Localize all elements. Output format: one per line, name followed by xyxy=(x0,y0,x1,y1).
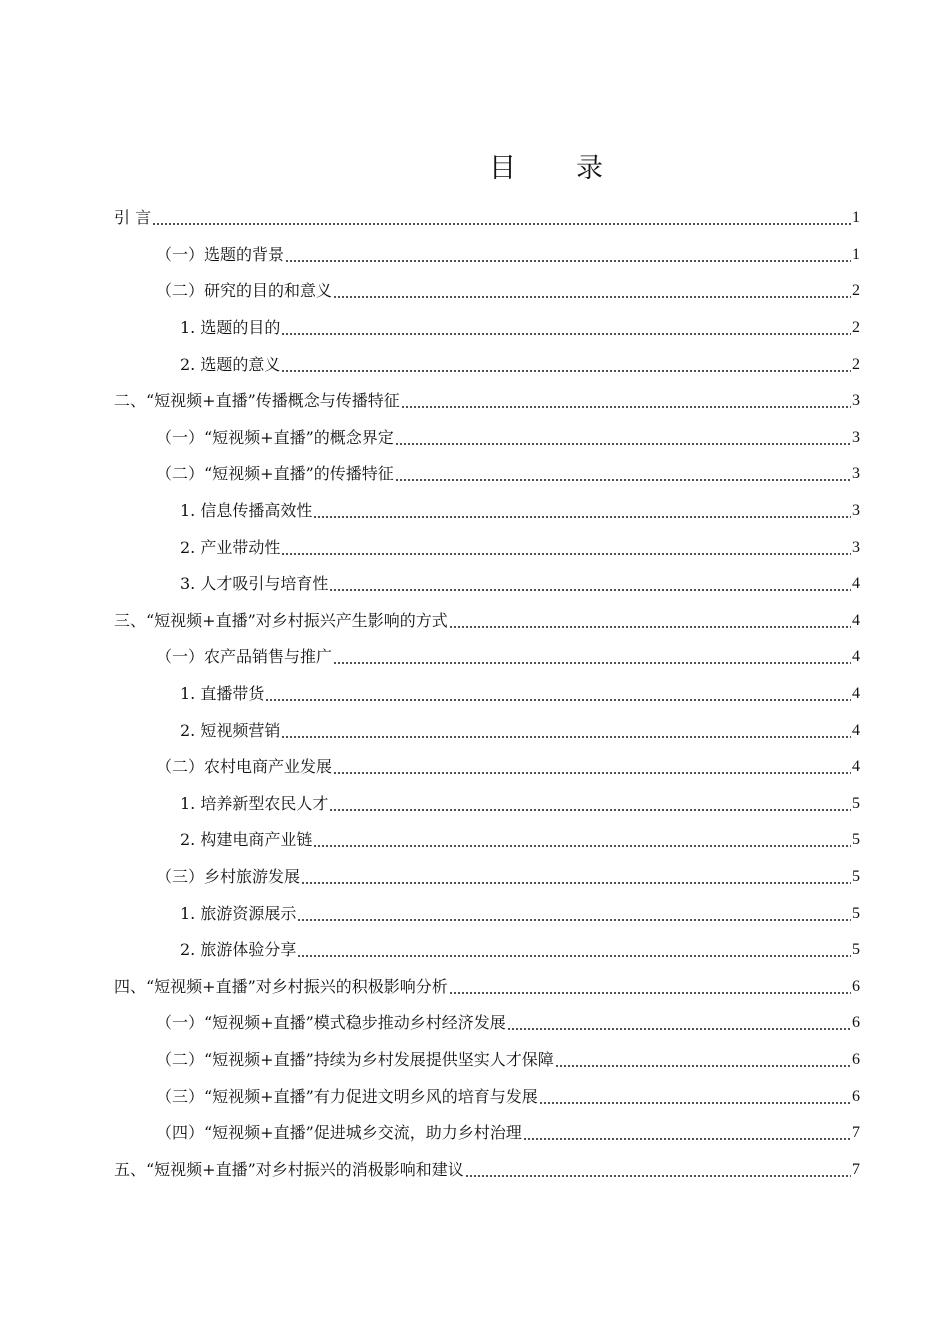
toc-page-number: 4 xyxy=(852,611,860,629)
toc-entry[interactable] xyxy=(114,968,860,1005)
toc-entry[interactable] xyxy=(114,749,860,786)
toc-entry-label: 2. 短视频营销 xyxy=(180,720,281,740)
toc-dot-leader xyxy=(555,1050,851,1070)
toc-entry[interactable] xyxy=(114,712,860,749)
toc-entry[interactable] xyxy=(114,383,860,420)
toc-entry[interactable] xyxy=(114,566,860,603)
toc-page-number: 3 xyxy=(852,392,860,410)
toc-entry[interactable] xyxy=(114,786,860,823)
toc-dot-leader xyxy=(281,318,851,338)
toc-entry-label: 2. 旅游体验分享 xyxy=(180,940,297,960)
toc-page-number: 4 xyxy=(852,685,860,703)
toc-entry[interactable] xyxy=(114,1042,860,1079)
toc-page-number: 3 xyxy=(852,502,860,520)
toc-dot-leader xyxy=(539,1087,851,1107)
toc-dot-leader xyxy=(281,538,851,558)
toc-entry[interactable] xyxy=(114,1115,860,1152)
toc-dot-leader xyxy=(281,355,851,375)
toc-dot-leader xyxy=(281,721,851,741)
toc-page-number: 5 xyxy=(852,794,860,812)
toc-entry-label: 2. 产业带动性 xyxy=(180,537,281,557)
title-char-1: 目 xyxy=(489,153,518,184)
toc-page-number: 5 xyxy=(852,831,860,849)
toc-entry[interactable] xyxy=(114,529,860,566)
toc-entry[interactable] xyxy=(114,676,860,713)
page-title xyxy=(0,146,950,185)
toc-entry[interactable] xyxy=(114,493,860,530)
toc-entry-label: 3. 人才吸引与培育性 xyxy=(180,574,329,594)
toc-entry[interactable] xyxy=(114,895,860,932)
toc-page-number: 3 xyxy=(852,538,860,556)
toc-page-number: 7 xyxy=(852,1160,860,1178)
toc-page-number: 6 xyxy=(852,1087,860,1105)
toc-entry[interactable] xyxy=(114,346,860,383)
toc-entry[interactable] xyxy=(114,1005,860,1042)
toc-dot-leader xyxy=(329,794,851,814)
toc-page-number: 7 xyxy=(852,1124,860,1142)
toc-entry-label: 四、“短视频+直播”对乡村振兴的积极影响分析 xyxy=(114,976,448,996)
toc-page-number: 2 xyxy=(852,355,860,373)
toc-page-number: 2 xyxy=(852,282,860,300)
toc-page-number: 4 xyxy=(852,575,860,593)
toc-dot-leader xyxy=(313,501,851,521)
toc-entry-label: （一）“短视频+直播”模式稳步推动乡村经济发展 xyxy=(156,1013,506,1033)
toc-dot-leader xyxy=(395,428,851,448)
toc-dot-leader xyxy=(507,1013,851,1033)
toc-entry[interactable] xyxy=(114,1151,860,1188)
toc-entry-label: 二、“短视频+直播”传播概念与传播特征 xyxy=(114,391,400,411)
toc-page-number: 3 xyxy=(852,428,860,446)
toc-entry-label: 1. 信息传播高效性 xyxy=(180,501,313,521)
toc-dot-leader xyxy=(152,208,851,228)
toc-dot-leader xyxy=(333,281,851,301)
toc-entry[interactable] xyxy=(114,310,860,347)
toc-entry-label: 2. 构建电商产业链 xyxy=(180,830,313,850)
toc-dot-leader xyxy=(301,867,851,887)
toc-entry[interactable] xyxy=(114,822,860,859)
toc-entry-label: 三、“短视频+直播”对乡村振兴产生影响的方式 xyxy=(114,610,448,630)
toc-entry[interactable] xyxy=(114,1078,860,1115)
toc-entry-label: （二）研究的目的和意义 xyxy=(156,281,333,301)
toc-page-number: 6 xyxy=(852,1050,860,1068)
toc-entry-label: 1. 选题的目的 xyxy=(180,318,281,338)
toc-entry-label: （三）乡村旅游发展 xyxy=(156,866,301,886)
toc-page-number: 6 xyxy=(852,1014,860,1032)
table-of-contents xyxy=(114,200,860,1188)
toc-entry-label: 1. 培养新型农民人才 xyxy=(180,793,329,813)
toc-entry[interactable] xyxy=(114,859,860,896)
toc-entry-label: （二）“短视频+直播”的传播特征 xyxy=(156,464,394,484)
toc-dot-leader xyxy=(313,830,851,850)
toc-dot-leader xyxy=(401,391,851,411)
toc-dot-leader xyxy=(395,464,851,484)
toc-page-number: 6 xyxy=(852,977,860,995)
toc-entry[interactable] xyxy=(114,273,860,310)
toc-page-number: 3 xyxy=(852,465,860,483)
toc-entry-label: 五、“短视频+直播”对乡村振兴的消极影响和建议 xyxy=(114,1159,464,1179)
toc-entry[interactable] xyxy=(114,237,860,274)
toc-page-number: 5 xyxy=(852,867,860,885)
toc-dot-leader xyxy=(297,940,851,960)
toc-entry-label: （四）“短视频+直播”促进城乡交流，助力乡村治理 xyxy=(156,1123,522,1143)
toc-dot-leader xyxy=(465,1160,851,1180)
toc-entry-label: （二）农村电商产业发展 xyxy=(156,757,333,777)
toc-page-number: 5 xyxy=(852,904,860,922)
toc-dot-leader xyxy=(285,245,851,265)
toc-entry-label: 1. 旅游资源展示 xyxy=(180,903,297,923)
toc-dot-leader xyxy=(523,1123,851,1143)
toc-dot-leader xyxy=(333,647,851,667)
toc-entry-label: （一）选题的背景 xyxy=(156,244,285,264)
toc-entry-label: 1. 直播带货 xyxy=(180,684,265,704)
toc-entry[interactable] xyxy=(114,639,860,676)
toc-entry[interactable] xyxy=(114,200,860,237)
toc-entry[interactable] xyxy=(114,456,860,493)
toc-entry-label: （一）农产品销售与推广 xyxy=(156,647,333,667)
toc-entry-label: 引 言 xyxy=(114,208,152,228)
toc-page-number: 2 xyxy=(852,319,860,337)
toc-page-number: 5 xyxy=(852,941,860,959)
toc-dot-leader xyxy=(297,904,851,924)
toc-dot-leader xyxy=(329,574,851,594)
title-char-2: 录 xyxy=(576,153,605,184)
toc-page-number: 1 xyxy=(852,209,860,227)
toc-page-number: 4 xyxy=(852,758,860,776)
toc-entry-label: （三）“短视频+直播”有力促进文明乡风的培育与发展 xyxy=(156,1086,538,1106)
toc-dot-leader xyxy=(449,977,851,997)
toc-entry[interactable] xyxy=(114,603,860,640)
toc-entry[interactable] xyxy=(114,420,860,457)
toc-page-number: 4 xyxy=(852,648,860,666)
toc-page-number: 4 xyxy=(852,721,860,739)
toc-entry-label: （一）“短视频+直播”的概念界定 xyxy=(156,427,394,447)
toc-entry[interactable] xyxy=(114,932,860,969)
toc-entry-label: （二）“短视频+直播”持续为乡村发展提供坚实人才保障 xyxy=(156,1049,554,1069)
toc-dot-leader xyxy=(265,684,851,704)
toc-entry-label: 2. 选题的意义 xyxy=(180,354,281,374)
toc-dot-leader xyxy=(449,611,851,631)
toc-page-number: 1 xyxy=(852,245,860,263)
toc-dot-leader xyxy=(333,757,851,777)
